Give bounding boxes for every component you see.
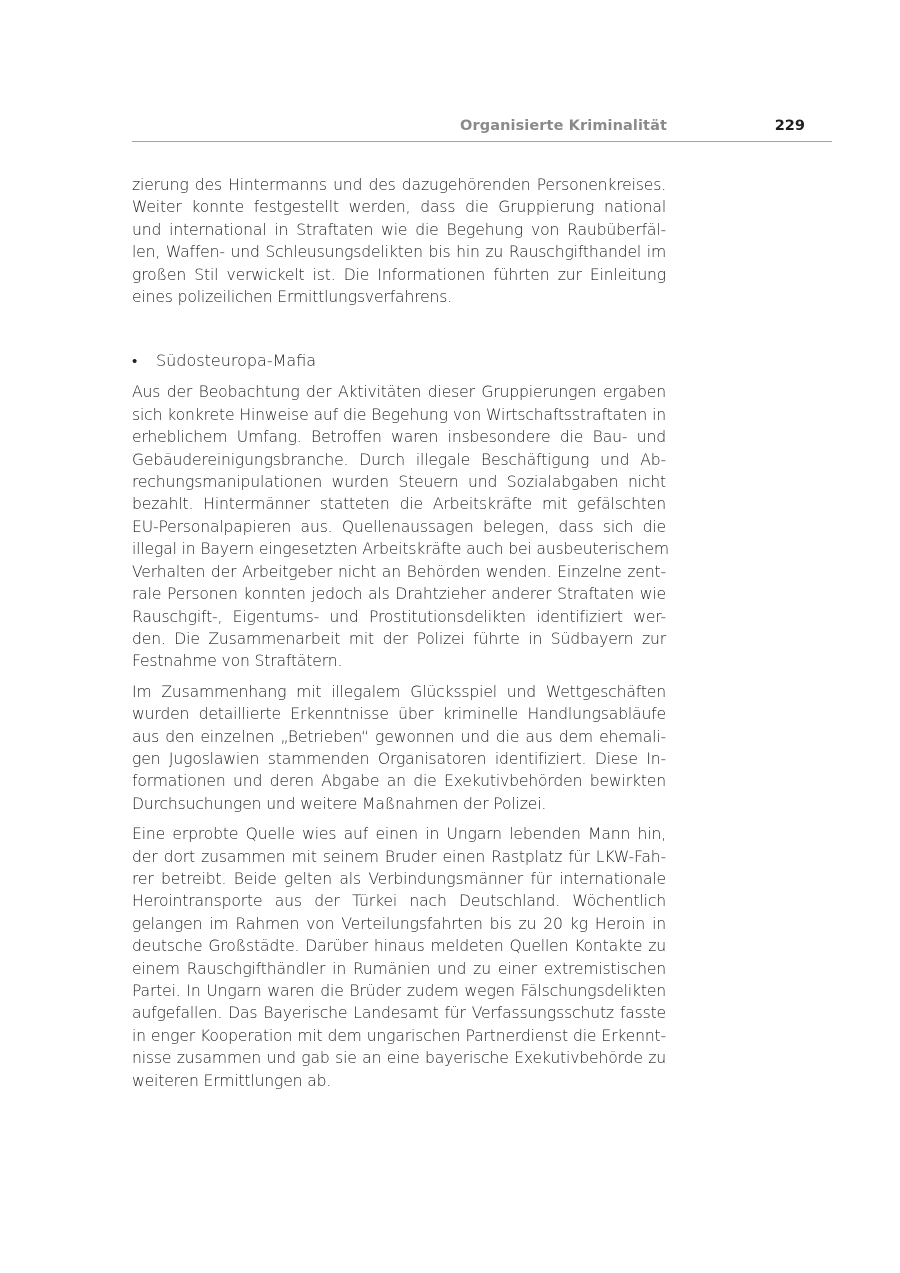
text-line: bezahlt. Hintermänner statteten die Arbeitskräfte mit gefälschten [132,495,666,514]
text-line: Gebäudereinigungsbranche. Durch illegale Beschäftigung und Ab- [132,450,666,469]
text-line: erheblichem Umfang. Betroffen waren insbesondere die Bau- und [132,428,666,447]
text-line: Aus der Beobachtung der Aktivitäten dieser Gruppierungen ergaben [132,383,666,402]
text-line: sich konkrete Hinweise auf die Begehung von Wirtschaftsstraftaten in [132,405,666,424]
text-line: rale Personen konnten jedoch als Drahtzieher anderer Straftaten wie [132,585,666,604]
text-line: aufgefallen. Das Bayerische Landesamt für Verfassungsschutz fasste [132,1004,666,1023]
page-number: 229 [774,118,805,134]
text-line: großen Stil verwickelt ist. Die Informationen führten zur Einleitung [132,265,666,284]
section-heading [132,350,666,372]
text-line: in enger Kooperation mit dem ungarischen Partnerdienst die Erkennt- [132,1026,666,1045]
text-line: den. Die Zusammenarbeit mit der Polizei führte in Südbayern zur [132,629,666,648]
paragraph-2 [132,681,666,815]
text-line: Eine erprobte Quelle wies auf einen in Ungarn lebenden Mann hin, [132,825,666,844]
text-line: Weiter konnte festgestellt werden, dass die Gruppierung national [132,198,666,217]
text-line: gelangen im Rahmen von Verteilungsfahrten bis zu 20 kg Heroin in [132,914,666,933]
text-line: EU-Personalpapieren aus. Quellenaussagen belegen, dass sich die [132,517,666,536]
text-line: Rauschgift-, Eigentums- und Prostitutionsdelikten identifiziert wer- [132,607,666,626]
text-line: zierung des Hintermanns und des dazugehörenden Personenkreises. [132,176,666,194]
text-line: einem Rauschgifthändler in Rumänien und zu einer extremistischen [132,959,666,978]
text-line: rechungsmanipulationen wurden Steuern und Sozialabgaben nicht [132,473,666,492]
text-line: nisse zusammen und gab sie an eine bayerische Exekutivbehörde zu [132,1049,666,1068]
text-line: eines polizeilichen Ermittlungsverfahrens. [132,288,453,307]
text-line: rer betreibt. Beide gelten als Verbindungsmänner für internationale [132,869,666,888]
running-header-title: Organisierte Kriminalität [460,118,667,134]
text-line: Partei. In Ungarn waren die Brüder zudem wegen Fälschungsdelikten [132,982,666,1000]
text-line: Im Zusammenhang mit illegalem Glücksspiel und Wettgeschäften [132,682,666,701]
text-line: deutsche Großstädte. Darüber hinaus meldeten Quellen Kontakte zu [132,937,666,956]
text-line: der dort zusammen mit seinem Bruder einen Rastplatz für LKW-Fah- [132,847,666,866]
text-line: formationen und deren Abgabe an die Exekutivbehörden bewirkten [132,772,666,791]
text-line: Verhalten der Arbeitgeber nicht an Behörden wenden. Einzelne zent- [132,562,666,581]
text-line: und international in Straftaten wie die Begehung von Raubüberfäl- [132,220,666,239]
running-header [132,116,832,140]
body-text [132,174,669,1100]
intro-paragraph [132,174,666,308]
text-line: illegal in Bayern eingesetzten Arbeitskräfte auch bei ausbeuterischem [132,540,669,559]
text-line: Festnahme von Straftätern. [132,652,343,671]
section-heading-text: Südosteuropa-Mafia [156,351,317,371]
bullet-icon: • [132,352,138,371]
text-line: gen Jugoslawien stammenden Organisatoren identifiziert. Diese In- [132,749,666,768]
text-line: Durchsuchungen und weitere Maßnahmen der Polizei. [132,794,547,813]
paragraph-1 [132,381,669,672]
text-line: weiteren Ermittlungen ab. [132,1071,332,1090]
text-line: len, Waffen- und Schleusungsdelikten bis hin zu Rauschgifthandel im [132,243,666,262]
paragraph-3 [132,823,666,1092]
text-line: aus den einzelnen „Betrieben“ gewonnen und die aus dem ehemali- [132,727,666,746]
text-line: Herointransporte aus der Türkei nach Deutschland. Wöchentlich [132,892,666,911]
text-line: wurden detaillierte Erkenntnisse über kriminelle Handlungsabläufe [132,705,666,724]
header-rule [132,141,832,142]
